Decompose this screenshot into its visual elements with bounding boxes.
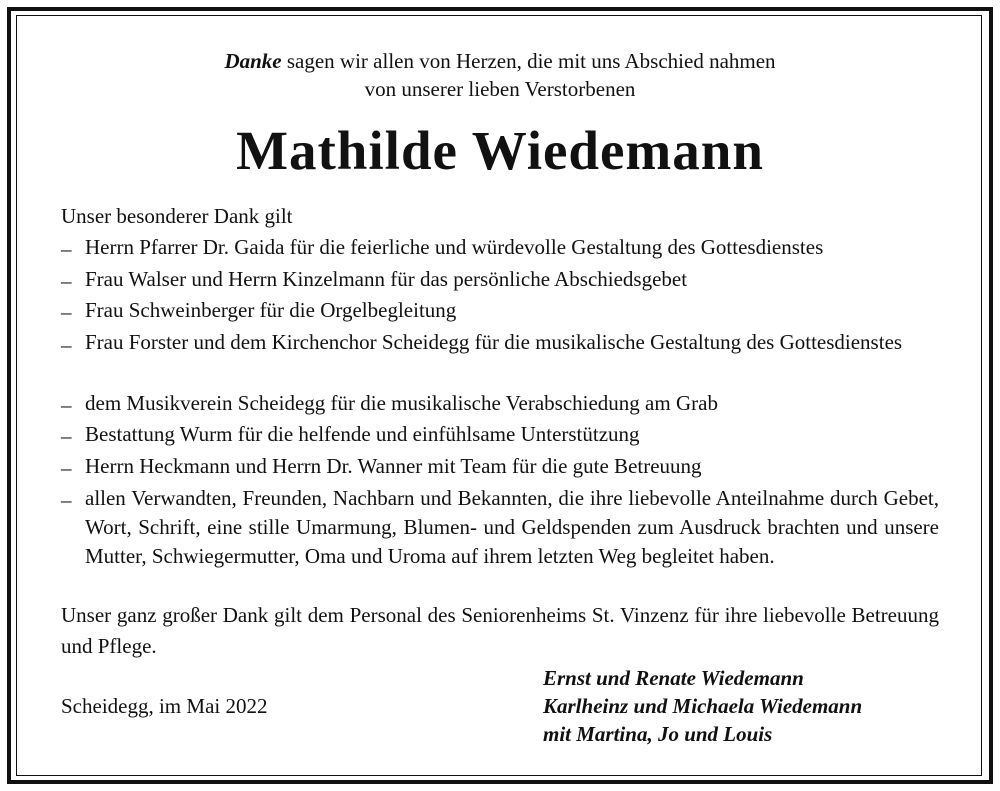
intro-line-1 [0,48,1000,74]
thanks-item: Bestattung Wurm für die helfende und einfühlsame Unterstützung [85,422,640,446]
signature-line: Ernst und Renate Wiedemann [543,666,804,690]
intro-line-2: von unserer lieben Verstorbenen [364,77,636,101]
list-dash: – [61,424,72,448]
thanks-item: Frau Forster und dem Kirchenchor Scheidegg für die musikalische Gestaltung des Gottesdienstes [85,330,903,354]
thanks-item: Frau Schweinberger für die Orgelbegleitung [85,298,457,322]
deceased-name: Mathilde Wiedemann [236,120,764,181]
list-dash: – [61,393,72,417]
thanks-item: dem Musikverein Scheidegg für die musikalische Verabschiedung am Grab [85,391,718,415]
list-dash: – [61,333,72,357]
signature-line: mit Martina, Jo und Louis [543,722,773,746]
list-dash: – [61,456,72,480]
intro-emphasis: Danke [224,49,282,73]
intro-line-1-text: sagen wir allen von Herzen, die mit uns Abschied nahmen [281,49,776,73]
list-dash: – [61,269,72,293]
thanks-item: Herrn Pfarrer Dr. Gaida für die feierliche und würdevolle Gestaltung des Gottesdienstes [85,235,824,259]
thanks-item: Herrn Heckmann und Herrn Dr. Wanner mit Team für die gute Betreuung [85,454,702,478]
place-date: Scheidegg, im Mai 2022 [61,694,268,718]
closing-text: Unser ganz großer Dank gilt dem Personal des Seniorenheims St. Vinzenz für ihre liebevolle Betreuung und Pflege. [61,603,939,658]
thanks-item: Frau Walser und Herrn Kinzelmann für das persönliche Abschiedsgebet [85,267,688,291]
signature-line: Karlheinz und Michaela Wiedemann [543,694,863,718]
list-dash: – [61,300,72,324]
list-dash: – [61,237,72,261]
thanks-heading: Unser besonderer Dank gilt [61,204,293,228]
thanks-item: allen Verwandten, Freunden, Nachbarn und Bekannten, die ihre liebevolle Anteilnahme durch Gebet, Wort, Schrift, eine stille Umarmung, Blumen- und Geldspenden zum Ausdruck brachten und unsere Mutter, Schwiegermutter, Oma und Uroma auf ihrem letzten Weg begleitet haben. [85,486,939,568]
list-dash: – [61,488,72,512]
